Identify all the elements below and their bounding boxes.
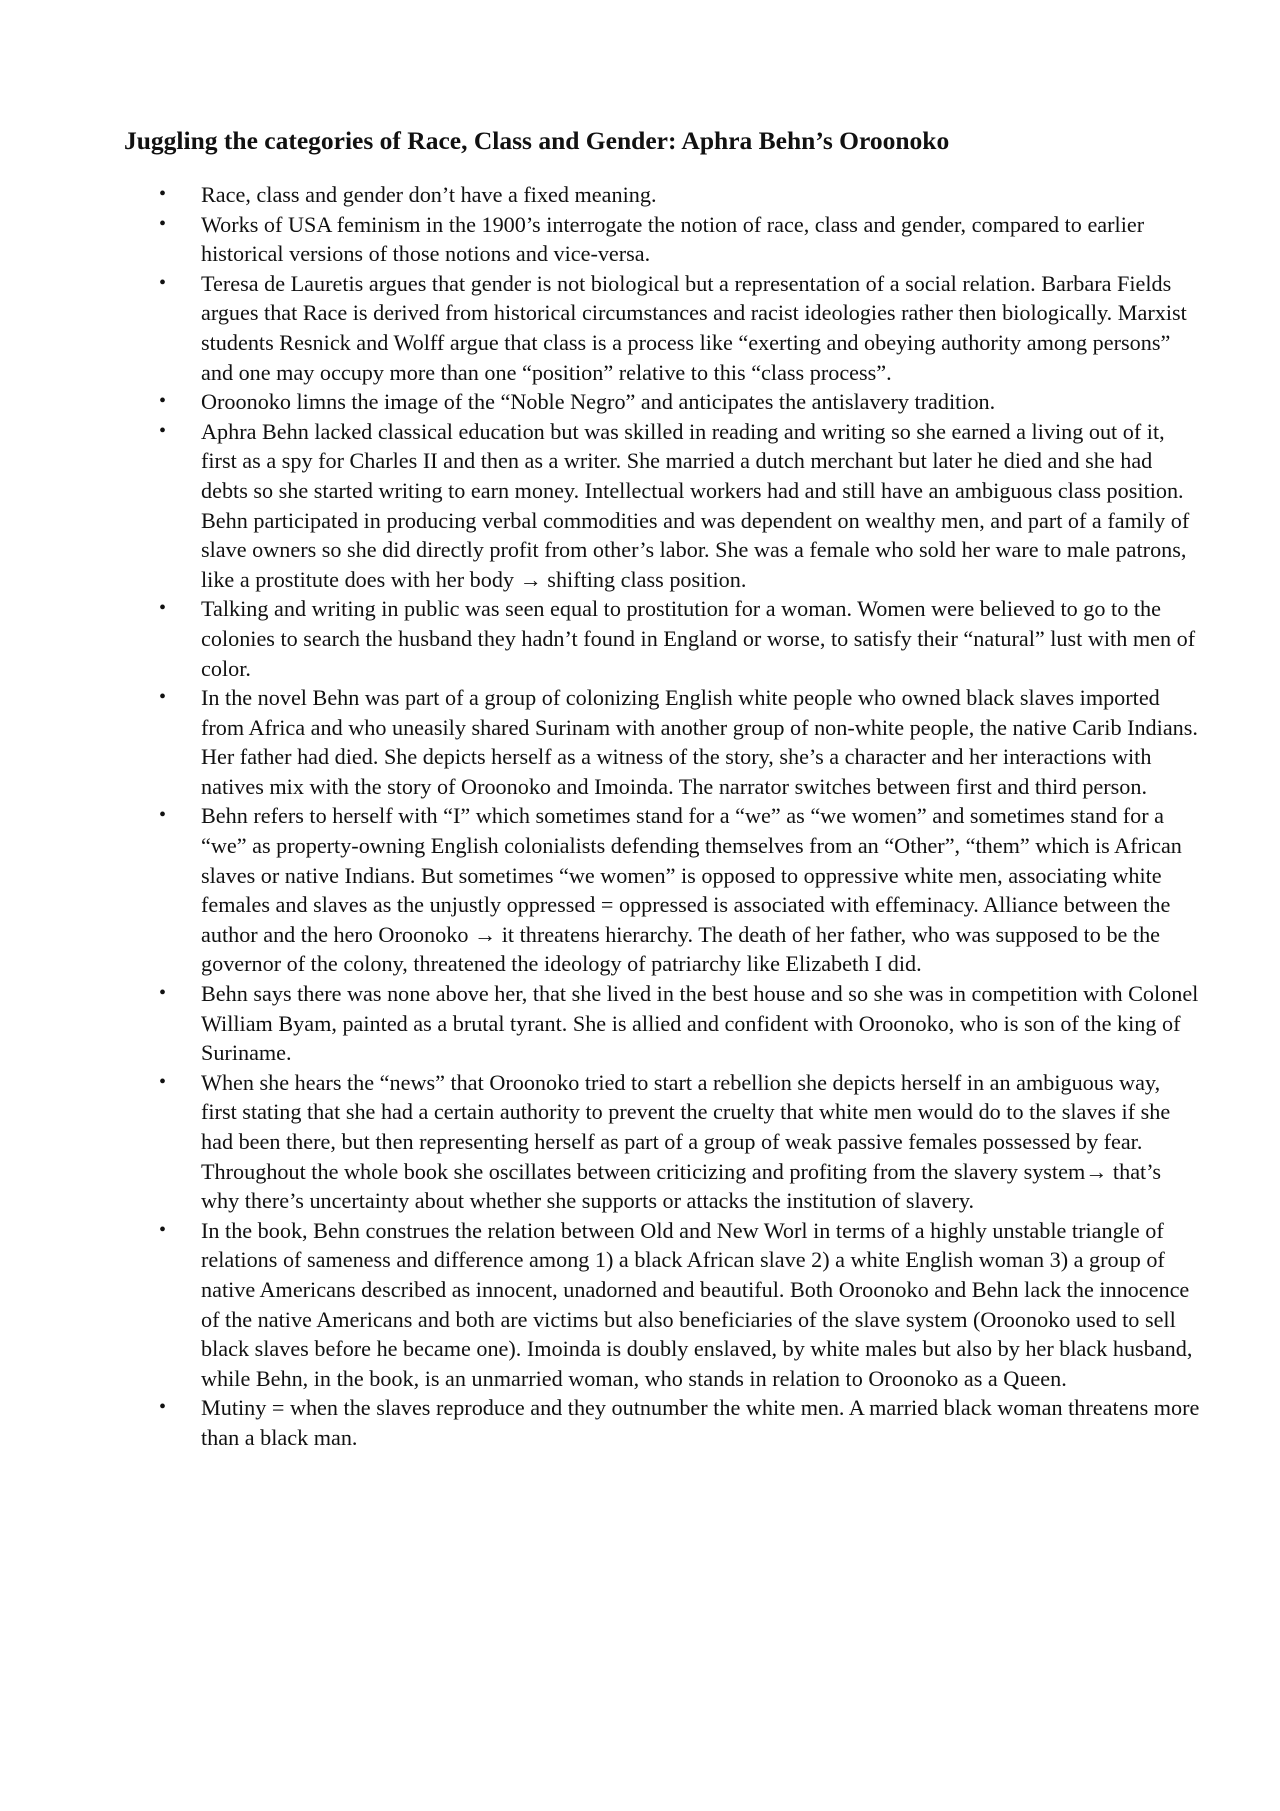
list-item — [124, 417, 1200, 595]
bullet-icon: • — [159, 1070, 167, 1093]
list-item-text: Race, class and gender don’t have a fixed meaning. — [201, 182, 657, 207]
list-item — [124, 594, 1200, 683]
bullet-icon: • — [159, 982, 167, 1005]
bullet-icon: • — [159, 597, 167, 620]
list-item-text: Talking and writing in public was seen equal to prostitution for a woman. Women were believed to go to the colonies to search the husband they hadn’t found in England or worse, to satisfy their “natural” lust with men of color. — [201, 596, 1196, 681]
bullet-icon: • — [159, 271, 167, 294]
bullet-icon: • — [159, 212, 167, 235]
list-item-text: Aphra Behn lacked classical education but was skilled in reading and writing so she earned a living out of it, first as a spy for Charles II and then as a writer. She married a dutch merchant but later he died and she had debts so she started writing to earn money. Intellectual workers had and still have an ambiguous class position. Behn participated in producing verbal commodities and was dependent on wealthy men, and part of a family of slave owners so she did directly profit from other’s labor. She was a female who sold her ware to male patrons, like a prostitute does with her body → shifting class position. — [201, 418, 1190, 592]
list-item — [124, 1068, 1200, 1216]
list-item — [124, 210, 1200, 269]
list-item — [124, 1393, 1200, 1452]
document-title: Juggling the categories of Race, Class and Gender: Aphra Behn’s Oroonoko — [124, 126, 950, 155]
bullet-icon: • — [159, 1218, 167, 1241]
bullet-icon: • — [159, 804, 167, 827]
bullet-icon: • — [159, 1396, 167, 1419]
bullet-icon: • — [159, 686, 167, 709]
list-item-text: Behn says there was none above her, that she lived in the best house and so she was in competition with Colonel William Byam, painted as a brutal tyrant. She is allied and confident with Oroonoko, who is son of the king of Suriname. — [201, 981, 1199, 1066]
list-item-text: Mutiny = when the slaves reproduce and they outnumber the white men. A married black woman threatens more than a black man. — [201, 1395, 1200, 1450]
bullet-icon: • — [159, 390, 167, 413]
bullet-icon: • — [159, 183, 167, 205]
bullet-list — [124, 180, 1200, 1453]
list-item — [124, 387, 1200, 417]
list-item-text: Teresa de Lauretis argues that gender is not biological but a representation of a social relation. Barbara Fields argues that Race is derived from historical circumstances and racist ideologies rather then biologically. Marxist students Resnick and Wolff argue that class is a process like “exerting and obeying authority among persons” and one may occupy more than one “position” relative to this “class process”. — [201, 270, 1187, 385]
list-item-text: In the book, Behn construes the relation between Old and New Worl in terms of a highly unstable triangle of relations of sameness and difference among 1) a black African slave 2) a white English woman 3) a group of native Americans described as innocent, unadorned and beautiful. Both Oroonoko and Behn lack the innocence of the native Americans and both are victims but also beneficiaries of the slave system (Oroonoko used to sell black slaves before he became one). Imoinda is doubly enslaved, by white males but also by her black husband, while Behn, in the book, is an unmarried woman, who stands in relation to Oroonoko as a Queen. — [201, 1217, 1193, 1391]
list-item — [124, 1216, 1200, 1394]
list-item — [124, 979, 1200, 1068]
list-item — [124, 683, 1200, 801]
list-item-text: Behn refers to herself with “I” which sometimes stand for a “we” as “we women” and sometimes stand for a “we” as property-owning English colonialists defending themselves from an “Other”, “them” which is African slaves or native Indians. But sometimes “we women” is opposed to oppressive white men, associating white females and slaves as the unjustly oppressed = oppressed is associated with effeminacy. Alliance between the author and the hero Oroonoko → it threatens hierarchy. The death of her father, who was supposed to be the governor of the colony, threatened the ideology of patriarchy like Elizabeth I did. — [201, 803, 1182, 977]
bullet-icon: • — [159, 419, 167, 442]
list-item — [124, 180, 1200, 210]
list-item-text: In the novel Behn was part of a group of colonizing English white people who owned black slaves imported from Africa and who uneasily shared Surinam with another group of non-white people, the native Carib Indians. Her father had died. She depicts herself as a witness of the story, she’s a character and her interactions with natives mix with the story of Oroonoko and Imoinda. The narrator switches between first and third person. — [201, 685, 1198, 799]
list-item-text: Oroonoko limns the image of the “Noble Negro” and anticipates the antislavery tradition. — [201, 389, 996, 415]
list-item — [124, 269, 1200, 387]
list-item-text: When she hears the “news” that Oroonoko tried to start a rebellion she depicts herself in an ambiguous way, first stating that she had a certain authority to prevent the cruelty that white men would do to the slaves if she had been there, but then representing herself as part of a group of weak passive females possessed by fear. Throughout the whole book she oscillates between criticizing and profiting from the slavery system→ that’s why there’s uncertainty about whether she supports or attacks the institution of slavery. — [201, 1069, 1171, 1214]
list-item-text: Works of USA feminism in the 1900’s interrogate the notion of race, class and gender, compared to earlier historical versions of those notions and vice-versa. — [201, 211, 1145, 267]
list-item — [124, 801, 1200, 979]
